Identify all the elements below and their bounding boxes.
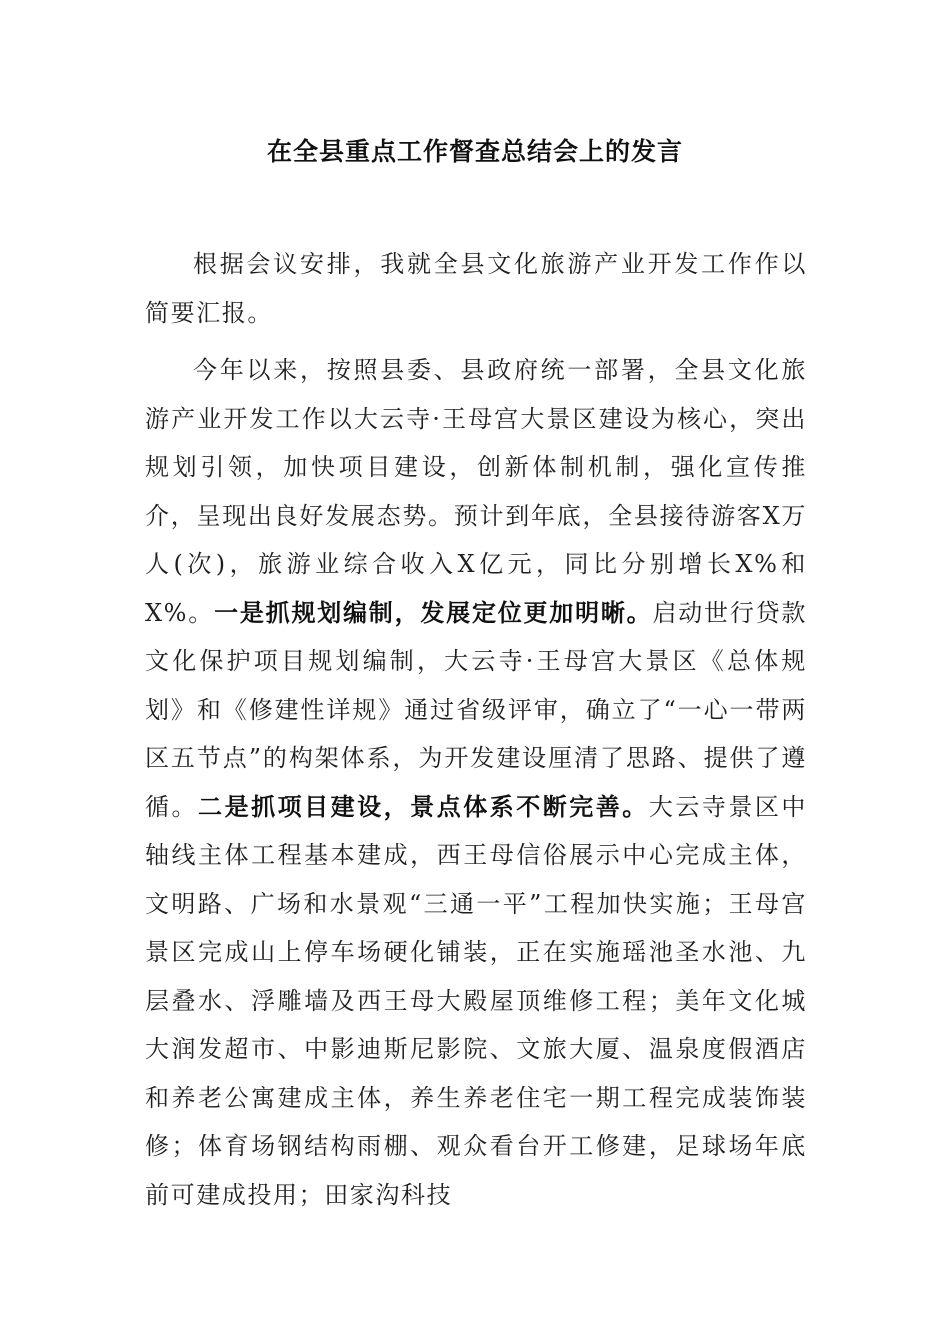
paragraph-main xyxy=(145,346,807,1219)
point-heading-2: 二是抓项目建设，景点体系不断完善。 xyxy=(198,791,649,821)
paragraph-text: 今年以来，按照县委、县政府统一部署，全县文化旅游产业开发工作以大云寺·王母宫大景区建设为核心，突出规划引领，加快项目建设，创新体制机制，强化宣传推介，呈现出良好发展态势。预计到年底，全县接待游客X万人(次)，旅游业综合收入X亿元，同比分别增长X%和X%。 xyxy=(145,356,807,627)
paragraph-text: 大云寺景区中轴线主体工程基本建成，西王母信俗展示中心完成主体，文明路、广场和水景观“三通一平”工程加快实施；王母宫景区完成山上停车场硬化铺装，正在实施瑶池圣水池、九层叠水、浮雕墙及西王母大殿屋顶维修工程；美年文化城大润发超市、中影迪斯尼影院、文旅大厦、温泉度假酒店和养老公寓建成主体，养生养老住宅一期工程完成装饰装修；体育场钢结构雨棚、观众看台开工修建，足球场年底前可建成投用；田家沟科技 xyxy=(145,792,808,1209)
document-body xyxy=(145,240,807,1219)
paragraph-intro xyxy=(145,240,807,337)
point-heading-1: 一是抓规划编制，发展定位更加明晰。 xyxy=(214,597,653,627)
paragraph-text: 根据会议安排，我就全县文化旅游产业开发工作作以简要汇报。 xyxy=(145,250,807,327)
paragraph-text: 启动世行贷款文化保护项目规划编制，大云寺·王母宫大景区《总体规划》和《修建性详规》通过省级评审，确立了“一心一带两区五节点”的构架体系，为开发建设厘清了思路、提供了遵循。 xyxy=(145,598,807,821)
document-title: 在全县重点工作督查总结会上的发言 xyxy=(266,137,683,166)
